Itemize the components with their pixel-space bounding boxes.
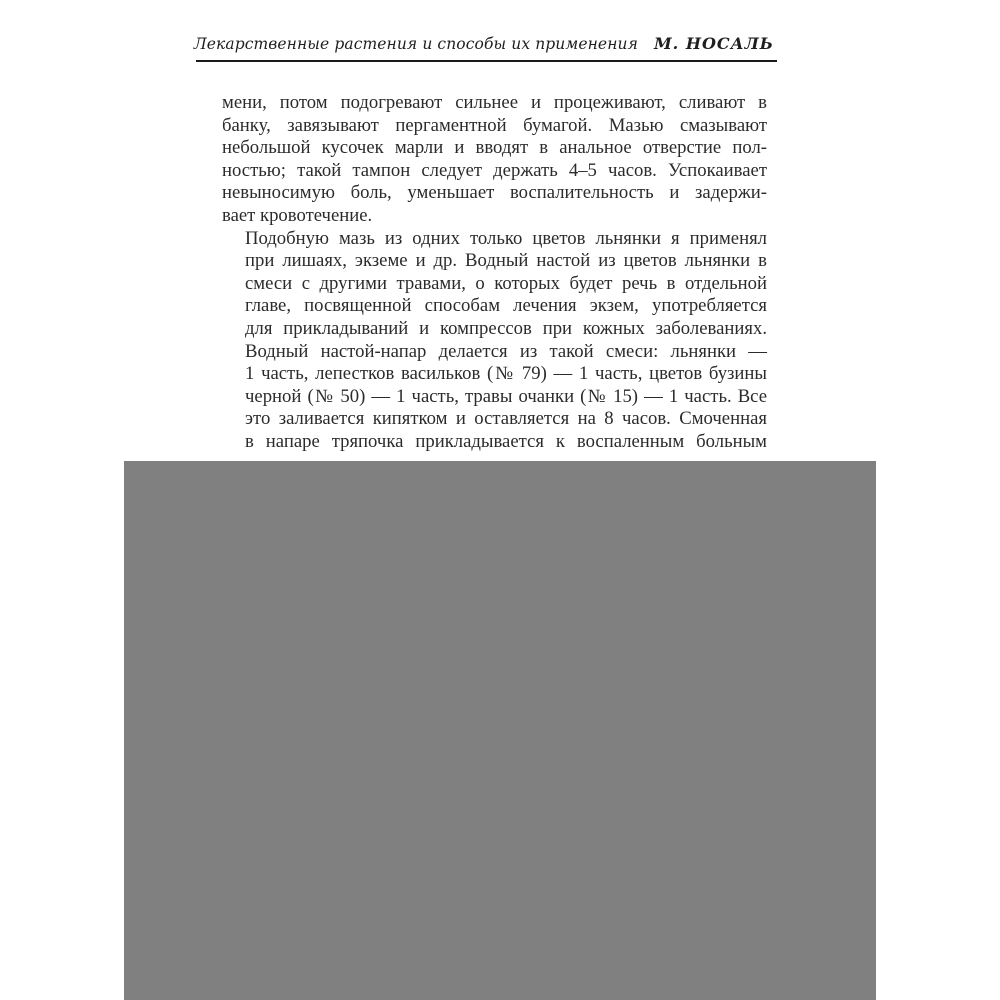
text-line: банку, завязывают пергаментной бумагой. Мазью смазывают [222,114,767,136]
paragraph-1 [222,92,767,228]
body-text [222,92,767,454]
text-line: вает кровотечение. [222,204,373,226]
text-line: Водный настой-напар делается из такой смеси: льнянки — [245,340,767,362]
text-line: смеси с другими травами, о которых будет речь в отдельной [245,272,767,294]
text-line: это заливается кипятком и оставляется на 8 часов. Смоченная [245,408,767,430]
book-title: Лекарственные растения и способы их применения [193,35,638,53]
paragraph-2 [222,228,767,341]
text-line: главе, посвященной способам лечения экзем, употребляется [245,295,767,317]
text-line: невыносимую боль, уменьшает воспалительность и задержи- [222,182,767,204]
text-line: ностью; такой тампон следует держать 4–5 часов. Успокаивает [222,159,767,181]
text-line: Подобную мазь из одних только цветов льнянки я применял [245,227,767,249]
text-line: при лишаях, экземе и др. Водный настой из цветов льнянки в [245,250,767,272]
paragraph-3 [222,341,767,454]
running-header [193,34,774,58]
gray-overlay-block [124,461,876,1000]
text-line: 1 часть, лепестков васильков (№ 79) — 1 часть, цветов бузины [245,363,767,385]
text-line: черной (№ 50) — 1 часть, травы очанки (№ 15) — 1 часть. Все [245,385,767,407]
author-name: М. НОСАЛЬ [653,34,774,53]
text-line: мени, потом подогревают сильнее и процеживают, сливают в [222,92,767,113]
text-line: в напаре тряпочка прикладывается к воспаленным больным [245,430,767,452]
text-line: небольшой кусочек марли и вводят в анальное отверстие пол- [222,137,767,159]
text-line: для прикладываний и компрессов при кожных заболеваниях. [245,317,767,339]
header-rule [196,60,777,62]
